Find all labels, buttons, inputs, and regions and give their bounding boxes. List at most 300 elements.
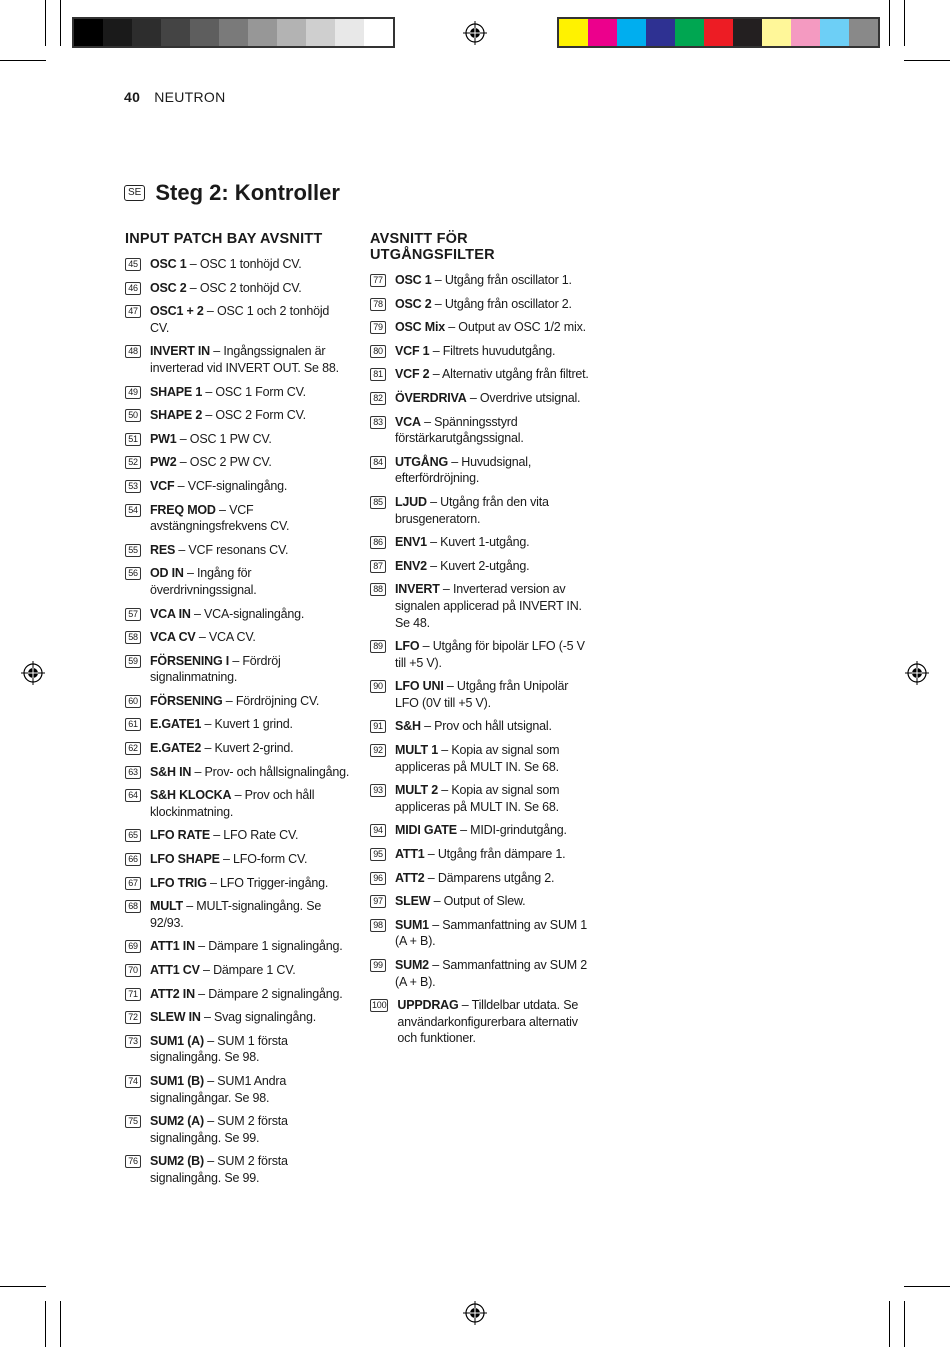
- item-description: – Filtrets huvudutgång.: [429, 343, 556, 358]
- item-label: FÖRSENING: [150, 693, 223, 708]
- item-text: [150, 827, 350, 844]
- item-description: – OSC 2 PW CV.: [176, 455, 272, 470]
- item-label: VCA: [395, 414, 421, 429]
- item-number-badge: 59: [125, 655, 141, 668]
- item-text: [150, 1153, 350, 1186]
- input-patch-bay-column: [125, 231, 355, 1194]
- item-text: [395, 678, 595, 711]
- item-label: ATT1: [395, 847, 425, 862]
- item-label: SUM2: [395, 958, 429, 972]
- item-number-badge: 84: [370, 456, 386, 469]
- item-description: – OSC 1 PW CV.: [176, 431, 272, 446]
- item-description: – Huvudsignal, efterfördröjning.: [395, 454, 532, 486]
- item-label: OSC1 + 2: [150, 304, 204, 319]
- list-item: [125, 478, 355, 495]
- item-label: PW1: [150, 431, 177, 446]
- list-item: [370, 822, 600, 839]
- item-description: – Alternativ utgång från filtret.: [429, 367, 589, 382]
- color-swatch: [364, 19, 393, 46]
- list-item: [370, 414, 600, 447]
- color-swatch: [74, 19, 103, 46]
- color-swatch: [306, 19, 335, 46]
- item-label: ENV1: [395, 535, 427, 550]
- color-swatch: [588, 19, 617, 46]
- color-swatch: [335, 19, 364, 46]
- list-item: [125, 1033, 355, 1066]
- list-item: [370, 638, 600, 671]
- item-label: SHAPE 2: [150, 408, 203, 423]
- item-number-badge: 80: [370, 345, 386, 358]
- item-number-badge: 97: [370, 895, 386, 908]
- item-text: [397, 997, 597, 1047]
- item-text: [150, 1009, 350, 1026]
- list-item: [125, 787, 355, 820]
- list-item: [125, 986, 355, 1003]
- item-label: MULT 2: [395, 783, 439, 798]
- list-item: [125, 565, 355, 598]
- list-item: [125, 256, 355, 273]
- item-text: [395, 846, 595, 863]
- item-text: [395, 390, 595, 407]
- list-item: [125, 542, 355, 559]
- item-description: – Tilldelbar utdata. Se användarkonfigurerbara alternativ och funktioner.: [397, 998, 579, 1046]
- item-description: – Dämpare 1 signalingång.: [194, 939, 343, 954]
- list-item: [370, 390, 600, 407]
- item-description: – Ingångssignalen är inverterad vid INVERT OUT. Se 88.: [150, 344, 339, 375]
- list-item: [370, 870, 600, 887]
- item-description: – OSC 1 Form CV.: [202, 384, 306, 399]
- item-text: [395, 319, 595, 336]
- item-text: [150, 1033, 350, 1066]
- item-number-badge: 98: [370, 919, 386, 932]
- list-item: [370, 343, 600, 360]
- item-description: – SUM1 Andra signalingångar. Se 98.: [150, 1073, 287, 1105]
- item-number-badge: 91: [370, 720, 386, 733]
- item-number-badge: 76: [125, 1155, 141, 1168]
- item-label: SUM1 (A): [150, 1033, 204, 1048]
- item-label: ATT1 IN: [150, 939, 195, 954]
- item-label: S&H IN: [150, 764, 192, 779]
- item-text: [150, 478, 350, 495]
- item-number-badge: 65: [125, 829, 141, 842]
- item-text: [150, 764, 350, 781]
- item-description: – SUM 2 första signalingång. Se 99.: [150, 1114, 288, 1145]
- item-description: – MULT-signalingång. Se 92/93.: [150, 899, 322, 930]
- item-label: LFO UNI: [395, 679, 444, 694]
- item-text: [150, 629, 350, 646]
- list-item: [125, 431, 355, 448]
- item-text: [150, 280, 350, 297]
- list-item: [125, 693, 355, 710]
- item-label: RES: [150, 542, 176, 557]
- item-text: [150, 986, 350, 1003]
- color-swatch: [161, 19, 190, 46]
- item-text: [395, 558, 595, 575]
- item-text: [395, 581, 595, 631]
- item-text: [150, 1073, 350, 1106]
- item-number-badge: 51: [125, 433, 141, 446]
- color-swatch: [190, 19, 219, 46]
- page-title: Steg 2: Kontroller: [155, 180, 340, 205]
- item-label: ATT2: [395, 870, 425, 885]
- item-label: SLEW: [395, 894, 431, 909]
- list-item: [370, 319, 600, 336]
- item-number-badge: 83: [370, 416, 386, 429]
- item-number-badge: 47: [125, 305, 141, 318]
- item-label: S&H: [395, 719, 421, 734]
- item-label: LFO: [395, 639, 420, 654]
- list-item: [125, 1113, 355, 1146]
- item-description: – Ingång för överdrivningssignal.: [150, 566, 257, 597]
- item-number-badge: 61: [125, 718, 141, 731]
- item-text: [395, 870, 595, 887]
- item-number-badge: 54: [125, 504, 141, 517]
- color-swatch: [733, 19, 762, 46]
- item-label: E.GATE2: [150, 741, 202, 756]
- item-label: VCF 2: [395, 367, 430, 382]
- list-item: [125, 502, 355, 535]
- registration-mark-icon: [463, 1301, 487, 1325]
- item-label: VCF: [150, 478, 175, 493]
- color-swatch: [675, 19, 704, 46]
- item-description: – Output of Slew.: [430, 894, 526, 909]
- list-item: [125, 384, 355, 401]
- crop-mark: [0, 60, 46, 61]
- item-text: [395, 638, 595, 671]
- list-item: [370, 534, 600, 551]
- color-swatch: [219, 19, 248, 46]
- item-label: MULT: [150, 899, 183, 914]
- item-number-badge: 85: [370, 496, 386, 509]
- item-description: – Sammanfattning av SUM 1 (A + B).: [395, 917, 588, 949]
- item-text: [150, 502, 350, 535]
- input-item-list: [125, 256, 355, 1187]
- output-filter-column: [370, 231, 600, 1054]
- color-swatch: [646, 19, 675, 46]
- item-label: LFO RATE: [150, 828, 210, 843]
- item-text: [395, 366, 595, 383]
- item-number-badge: 56: [125, 567, 141, 580]
- color-swatch: [704, 19, 733, 46]
- item-description: – Kopia av signal som appliceras på MULT IN. Se 68.: [395, 743, 560, 774]
- product-name: NEUTRON: [154, 89, 226, 105]
- output-item-list: [370, 272, 600, 1047]
- crop-mark: [889, 0, 890, 46]
- item-label: SUM1: [395, 917, 429, 932]
- item-description: – Svag signalingång.: [200, 1010, 317, 1025]
- list-item: [125, 343, 355, 376]
- item-label: ENV2: [395, 558, 427, 573]
- list-item: [125, 938, 355, 955]
- item-number-badge: 89: [370, 640, 386, 653]
- item-label: OSC 1: [150, 257, 187, 271]
- list-item: [125, 606, 355, 623]
- item-text: [150, 303, 350, 336]
- item-description: – Fördröj signalinmatning.: [150, 653, 281, 685]
- item-description: – Sammanfattning av SUM 2 (A + B).: [395, 958, 588, 989]
- item-description: – VCA CV.: [195, 630, 256, 645]
- item-label: VCF 1: [395, 343, 430, 358]
- registration-mark-icon: [463, 21, 487, 45]
- item-label: PW2: [150, 455, 177, 470]
- item-text: [395, 822, 595, 839]
- language-badge: SE: [124, 185, 145, 201]
- color-swatch: [103, 19, 132, 46]
- list-item: [370, 581, 600, 631]
- item-number-badge: 92: [370, 744, 386, 757]
- item-text: [150, 851, 350, 868]
- item-label: SUM2 (B): [150, 1154, 204, 1169]
- item-description: – Inverterad version av signalen applicerad på INVERT IN. Se 48.: [395, 582, 582, 630]
- item-number-badge: 82: [370, 392, 386, 405]
- color-swatch: [820, 19, 849, 46]
- list-item: [370, 718, 600, 735]
- item-label: ATT1 CV: [150, 963, 200, 977]
- item-label: SUM1 (B): [150, 1073, 204, 1088]
- item-description: – OSC 2 tonhöjd CV.: [186, 280, 302, 295]
- color-swatch: [849, 19, 878, 46]
- item-description: – Prov- och hållsignalingång.: [191, 764, 350, 779]
- item-label: E.GATE1: [150, 717, 202, 732]
- item-label: SUM2 (A): [150, 1114, 204, 1129]
- item-label: OSC Mix: [395, 320, 445, 335]
- item-description: – Utgång från oscillator 2.: [431, 296, 572, 311]
- item-text: [150, 542, 350, 559]
- item-description: – Dämparens utgång 2.: [424, 870, 555, 885]
- item-description: – Fördröjning CV.: [222, 693, 320, 708]
- item-text: [150, 938, 350, 955]
- color-swatch: [132, 19, 161, 46]
- crop-mark: [45, 0, 46, 46]
- item-number-badge: 79: [370, 321, 386, 334]
- item-number-badge: 53: [125, 480, 141, 493]
- list-item: [125, 1073, 355, 1106]
- page-header: [124, 89, 226, 105]
- list-item: [125, 898, 355, 931]
- item-number-badge: 75: [125, 1115, 141, 1128]
- item-number-badge: 73: [125, 1035, 141, 1048]
- process-color-bar: [557, 17, 880, 48]
- list-item: [370, 366, 600, 383]
- item-description: – Spänningsstyrd förstärkarutgångssignal.: [395, 414, 524, 446]
- item-number-badge: 69: [125, 940, 141, 953]
- item-number-badge: 58: [125, 631, 141, 644]
- item-description: – VCF resonans CV.: [175, 542, 289, 557]
- item-text: [150, 740, 350, 757]
- item-number-badge: 66: [125, 853, 141, 866]
- item-label: INVERT: [395, 582, 440, 597]
- item-number-badge: 60: [125, 695, 141, 708]
- item-text: [395, 343, 595, 360]
- item-number-badge: 64: [125, 789, 141, 802]
- item-text: [395, 414, 595, 447]
- item-number-badge: 93: [370, 784, 386, 797]
- item-number-badge: 67: [125, 877, 141, 890]
- item-text: [395, 454, 595, 487]
- list-item: [370, 846, 600, 863]
- item-number-badge: 77: [370, 274, 386, 287]
- item-label: MIDI GATE: [395, 823, 457, 838]
- item-number-badge: 94: [370, 824, 386, 837]
- item-text: [395, 272, 595, 289]
- color-swatch: [762, 19, 791, 46]
- list-item: [125, 851, 355, 868]
- item-label: VCA IN: [150, 606, 191, 621]
- item-description: – OSC 1 och 2 tonhöjd CV.: [150, 304, 330, 335]
- item-description: – Kopia av signal som appliceras på MULT IN. Se 68.: [395, 783, 560, 814]
- crop-mark: [60, 1301, 61, 1347]
- item-label: INVERT IN: [150, 344, 211, 359]
- item-description: – Utgång från dämpare 1.: [424, 847, 566, 862]
- item-text: [150, 716, 350, 733]
- item-number-badge: 81: [370, 368, 386, 381]
- item-description: – Overdrive utsignal.: [466, 390, 581, 405]
- item-label: UTGÅNG: [395, 454, 448, 469]
- crop-mark: [904, 0, 905, 46]
- item-description: – Utgång från den vita brusgeneratorn.: [395, 494, 549, 526]
- item-description: – LFO-form CV.: [219, 852, 308, 867]
- item-text: [395, 718, 595, 735]
- item-number-badge: 49: [125, 386, 141, 399]
- item-label: OSC 2: [150, 280, 187, 295]
- item-label: LFO TRIG: [150, 875, 207, 890]
- color-swatch: [248, 19, 277, 46]
- item-text: [150, 875, 350, 892]
- list-item: [370, 272, 600, 289]
- item-description: – Dämpare 2 signalingång.: [194, 986, 343, 1001]
- item-text: [150, 962, 350, 979]
- item-text: [150, 384, 350, 401]
- section-heading: INPUT PATCH BAY AVSNITT: [125, 231, 323, 247]
- item-description: – MIDI-grindutgång.: [456, 823, 567, 838]
- list-item: [125, 1009, 355, 1026]
- crop-mark: [904, 60, 950, 61]
- item-number-badge: 57: [125, 608, 141, 621]
- list-item: [125, 629, 355, 646]
- crop-mark: [889, 1301, 890, 1347]
- item-number-badge: 88: [370, 583, 386, 596]
- item-number-badge: 100: [372, 1000, 387, 1011]
- list-item: [125, 407, 355, 424]
- item-description: – Dämpare 1 CV.: [199, 963, 296, 977]
- list-item: [125, 764, 355, 781]
- item-label: UPPDRAG: [397, 998, 459, 1013]
- list-item: [370, 454, 600, 487]
- item-text: [150, 693, 350, 710]
- list-item: [125, 740, 355, 757]
- list-item: [370, 997, 600, 1047]
- color-swatch: [277, 19, 306, 46]
- item-text: [150, 898, 350, 931]
- list-item: [125, 653, 355, 686]
- item-label: FÖRSENING I: [150, 653, 230, 668]
- item-number-badge: 62: [125, 742, 141, 755]
- list-item: [125, 280, 355, 297]
- item-description: – OSC 2 Form CV.: [202, 408, 306, 423]
- item-label: S&H KLOCKA: [150, 788, 232, 803]
- item-description: – LFO Trigger-ingång.: [206, 875, 329, 890]
- item-description: – Kuvert 1-utgång.: [426, 535, 530, 550]
- color-swatch: [559, 19, 588, 46]
- item-number-badge: 72: [125, 1011, 141, 1024]
- item-number-badge: 87: [370, 560, 386, 573]
- item-description: – VCF avstängningsfrekvens CV.: [150, 502, 290, 534]
- item-label: OSC 1: [395, 273, 432, 287]
- list-item: [370, 296, 600, 313]
- page-number: 40: [124, 89, 141, 105]
- crop-mark: [60, 0, 61, 46]
- grayscale-color-bar: [72, 17, 395, 48]
- registration-mark-icon: [905, 661, 929, 685]
- section-heading: AVSNITT FÖR UTGÅNGSFILTER: [370, 231, 495, 263]
- item-description: – SUM 1 första signalingång. Se 98.: [150, 1033, 288, 1065]
- color-swatch: [617, 19, 646, 46]
- registration-mark-icon: [21, 661, 45, 685]
- item-text: [395, 957, 595, 990]
- item-description: – Utgång från Unipolär LFO (0V till +5 V).: [395, 679, 569, 710]
- item-text: [150, 454, 350, 471]
- item-label: SLEW IN: [150, 1010, 201, 1025]
- section-title: [124, 180, 340, 206]
- item-text: [150, 606, 350, 623]
- item-description: – VCF-signalingång.: [174, 478, 288, 493]
- list-item: [125, 827, 355, 844]
- item-description: – VCA-signalingång.: [190, 606, 305, 621]
- item-label: SHAPE 1: [150, 384, 203, 399]
- item-text: [150, 565, 350, 598]
- list-item: [125, 303, 355, 336]
- item-number-badge: 74: [125, 1075, 141, 1088]
- item-number-badge: 55: [125, 544, 141, 557]
- item-number-badge: 86: [370, 536, 386, 549]
- item-number-badge: 46: [125, 282, 141, 295]
- item-text: [395, 917, 595, 950]
- item-number-badge: 52: [125, 456, 141, 469]
- item-text: [395, 296, 595, 313]
- item-number-badge: 71: [125, 988, 141, 1001]
- item-number-badge: 48: [125, 345, 141, 358]
- item-description: – Kuvert 1 grind.: [201, 717, 293, 732]
- item-number-badge: 68: [125, 900, 141, 913]
- item-label: MULT 1: [395, 743, 439, 758]
- list-item: [370, 678, 600, 711]
- item-description: – Prov och håll klockinmatning.: [150, 788, 315, 819]
- item-description: – Utgång från oscillator 1.: [431, 273, 572, 287]
- item-label: VCA CV: [150, 630, 196, 645]
- item-label: ATT2 IN: [150, 986, 195, 1001]
- item-label: OD IN: [150, 566, 184, 581]
- item-text: [150, 407, 350, 424]
- item-label: LJUD: [395, 494, 427, 509]
- list-item: [370, 917, 600, 950]
- item-number-badge: 90: [370, 680, 386, 693]
- color-swatch: [791, 19, 820, 46]
- item-description: – Prov och håll utsignal.: [420, 719, 552, 734]
- item-number-badge: 50: [125, 409, 141, 422]
- list-item: [370, 742, 600, 775]
- item-text: [150, 1113, 350, 1146]
- list-item: [125, 454, 355, 471]
- list-item: [370, 558, 600, 575]
- item-text: [395, 534, 595, 551]
- item-number-badge: 96: [370, 872, 386, 885]
- item-text: [395, 782, 595, 815]
- crop-mark: [0, 1286, 46, 1287]
- list-item: [370, 957, 600, 990]
- item-text: [150, 787, 350, 820]
- item-label: ÖVERDRIVA: [395, 390, 467, 405]
- list-item: [125, 962, 355, 979]
